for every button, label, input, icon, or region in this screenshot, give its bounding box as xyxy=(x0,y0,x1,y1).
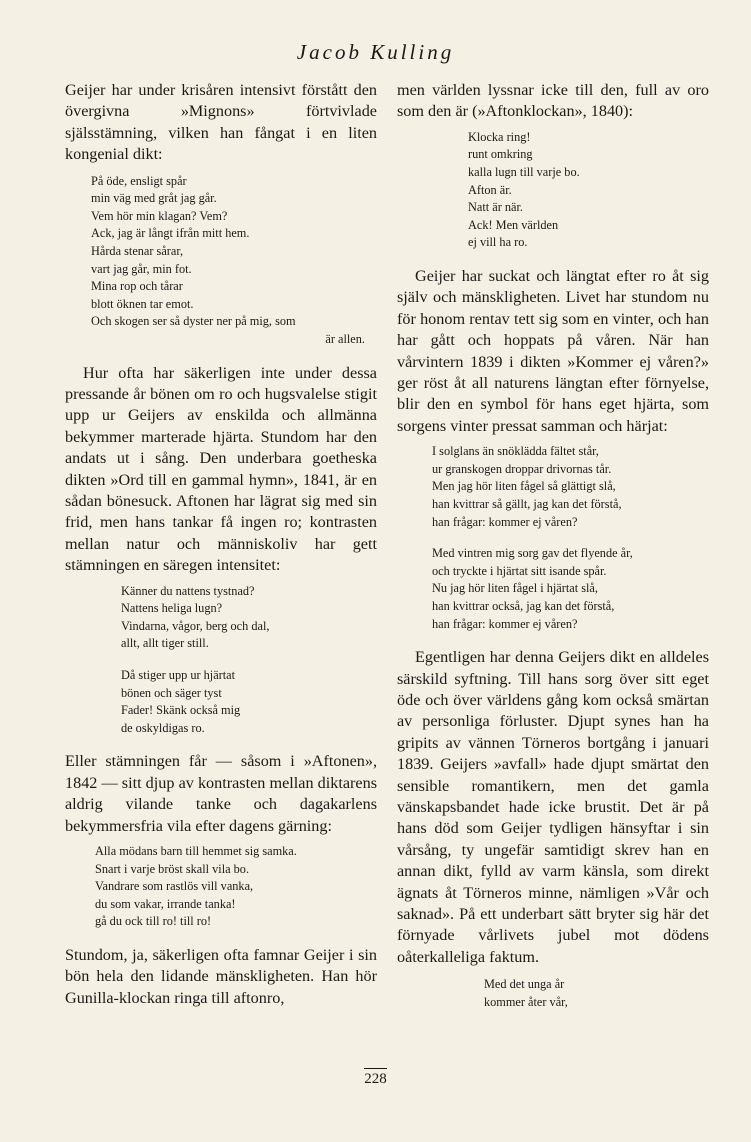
poem-line: Alla mödans barn till hemmet sig samka. xyxy=(95,844,297,858)
poem-line: I solglans än snöklädda fältet står, xyxy=(432,444,599,459)
poem-aftonklockan xyxy=(468,129,709,252)
poem-line: allt, allt tiger still. xyxy=(121,636,209,651)
poem-line: Natt är när. xyxy=(468,200,523,215)
poem-line: och tryckte i hjärtat sitt isande spår. xyxy=(432,563,607,578)
poem-line: Vandrare som rastlös vill vanka, xyxy=(95,879,254,894)
poem-line: Snart i varje bröst skall vila bo. xyxy=(95,861,250,876)
paragraph: Egentligen har denna Geijers dikt en alldeles särskild syftning. Till hans sorg över sitt eget öde och över världens gång kom också smärtan av personliga förluster. Djupt synes han ha gripits av vännen Törneros bortgång i januari 1839. Geijers »avfall» hade djupt smärtat den sensible romantikern, men det gamla vänskapsbandet hade icke brustit. Det är på hans död som Geijer tydligen hänsyftar i sin vårsång, ty ungefär samtidigt skrev han en annan dikt, fylld av varm känsla, som direkt ägnats åt Törneros minne, nämligen »Vår och saknad». På ett underbart sätt bryter sig här det förnyade vårlivets jubel mot dödens oåterkalleliga faktum. xyxy=(397,648,709,966)
poem-line: Med det unga år xyxy=(484,977,565,992)
poem-line: Känner du nattens tystnad? xyxy=(121,583,255,598)
poem-line: Vindarna, vågor, berg och dal, xyxy=(121,618,270,633)
poem-line: är allen. xyxy=(325,331,365,346)
poem-line: min väg med gråt jag går. xyxy=(91,191,217,206)
poem-line: ur granskogen droppar drivornas tår. xyxy=(432,461,612,476)
poem-line: Hårda stenar sårar, xyxy=(91,244,184,258)
poem-line: han frågar: kommer ej våren? xyxy=(432,514,578,529)
poem-line: blott öknen tar emot. xyxy=(91,296,194,311)
paragraph: Hur ofta har säkerligen inte under dessa pressande år bönen om ro och hugsvalelse stigit upp ur Geijers av enskilda och allmänna bekymmer marterade hjärta. Stundom har den andats ut i sång. Den underbara goetheska dikten »Ord till en gammal hymn», 1841, är en sådan bönesuck. Aftonen har lägrat sig med sin frid, men hans tankar få ingen ro; kontrasten mellan natur och människoliv har gett stämningen en säregen intensitet: xyxy=(65,363,377,575)
poem-line: Då stiger upp ur hjärtat xyxy=(121,668,236,682)
poem-line: Och skogen ser så dyster ner på mig, som xyxy=(91,314,296,329)
poem-line: du som vakar, irrande tanka! xyxy=(95,896,236,911)
poem-aftonen xyxy=(95,843,377,931)
poem-hymn xyxy=(121,583,377,738)
page-number-text: 228 xyxy=(364,1068,387,1088)
poem-line: gå du ock till ro! till ro! xyxy=(95,914,212,929)
poem-line: Mina rop och tårar xyxy=(91,279,183,294)
poem-line: han frågar: kommer ej våren? xyxy=(432,616,578,631)
poem-line: Nattens heliga lugn? xyxy=(121,601,223,616)
paragraph: men världen lyssnar icke till den, full av oro som den är (»Aftonklockan», 1840): xyxy=(397,81,709,121)
poem-line: ej vill ha ro. xyxy=(468,235,528,250)
poem-line: Vem hör min klagan? Vem? xyxy=(91,208,228,223)
page-number xyxy=(0,1068,751,1088)
poem-mignon xyxy=(91,173,377,349)
paragraph: Stundom, ja, säkerligen ofta famnar Geijer i sin bön hela den lidande mänskligheten. Han hör Gunilla-klockan ringa till aftonro, xyxy=(65,945,377,1007)
poem-line: Fader! Skänk också mig xyxy=(121,703,241,718)
left-column xyxy=(65,80,377,1009)
poem-line: han kvittrar så gällt, jag kan det förstå, xyxy=(432,497,622,511)
paragraph: Geijer har suckat och längtat efter ro åt sig själv och mänskligheten. Livet har stundom nu för honom rentav tett sig som en vinter, och han har gått och hoppats på våren. När han vårvintern 1839 i dikten »Kommer ej våren?» ger röst åt all naturens längtan efter förnyelse, blir den en symbol för hans eget hjärta, som sorgens vinter pressat samman och härjat: xyxy=(397,266,709,435)
poem-varen xyxy=(432,443,709,633)
poem-line: Ack, jag är långt ifrån mitt hem. xyxy=(91,226,250,241)
poem-line: kommer åter vår, xyxy=(484,994,568,1009)
poem-line: Ack! Men världen xyxy=(468,217,559,232)
poem-line: bönen och säger tyst xyxy=(121,685,222,700)
poem-line: Med vintren mig sorg gav det flyende år, xyxy=(432,546,633,561)
poem-line: runt omkring xyxy=(468,147,533,162)
poem-line: Men jag hör liten fågel så glättigt slå, xyxy=(432,479,616,494)
poem-line: Klocka ring! xyxy=(468,129,531,144)
poem-line: Afton är. xyxy=(468,182,512,197)
poem-line: vart jag går, min fot. xyxy=(91,261,192,276)
right-column xyxy=(397,80,709,1011)
poem-line: de oskyldigas ro. xyxy=(121,720,205,735)
poem-line: På öde, ensligt spår xyxy=(91,173,187,188)
poem-var-och-saknad xyxy=(484,976,709,1011)
running-header: Jacob Kulling xyxy=(296,40,455,64)
paragraph: Geijer har under krisåren intensivt förstått den övergivna »Mignons» förtvivlade själsstämning, vilken han fångat i en liten kongenial dikt: xyxy=(65,81,377,164)
poem-line: kalla lugn till varje bo. xyxy=(468,165,580,179)
poem-line: Nu jag hör liten fågel i hjärtat slå, xyxy=(432,581,598,596)
paragraph: Eller stämningen får — såsom i »Aftonen», 1842 — sitt djup av kontrasten mellan diktarens aldrig vilande tanke och dagakarlens bekymmersfria vila efter dagens gärning: xyxy=(65,752,377,835)
poem-line: han kvittrar också, jag kan det förstå, xyxy=(432,598,615,613)
